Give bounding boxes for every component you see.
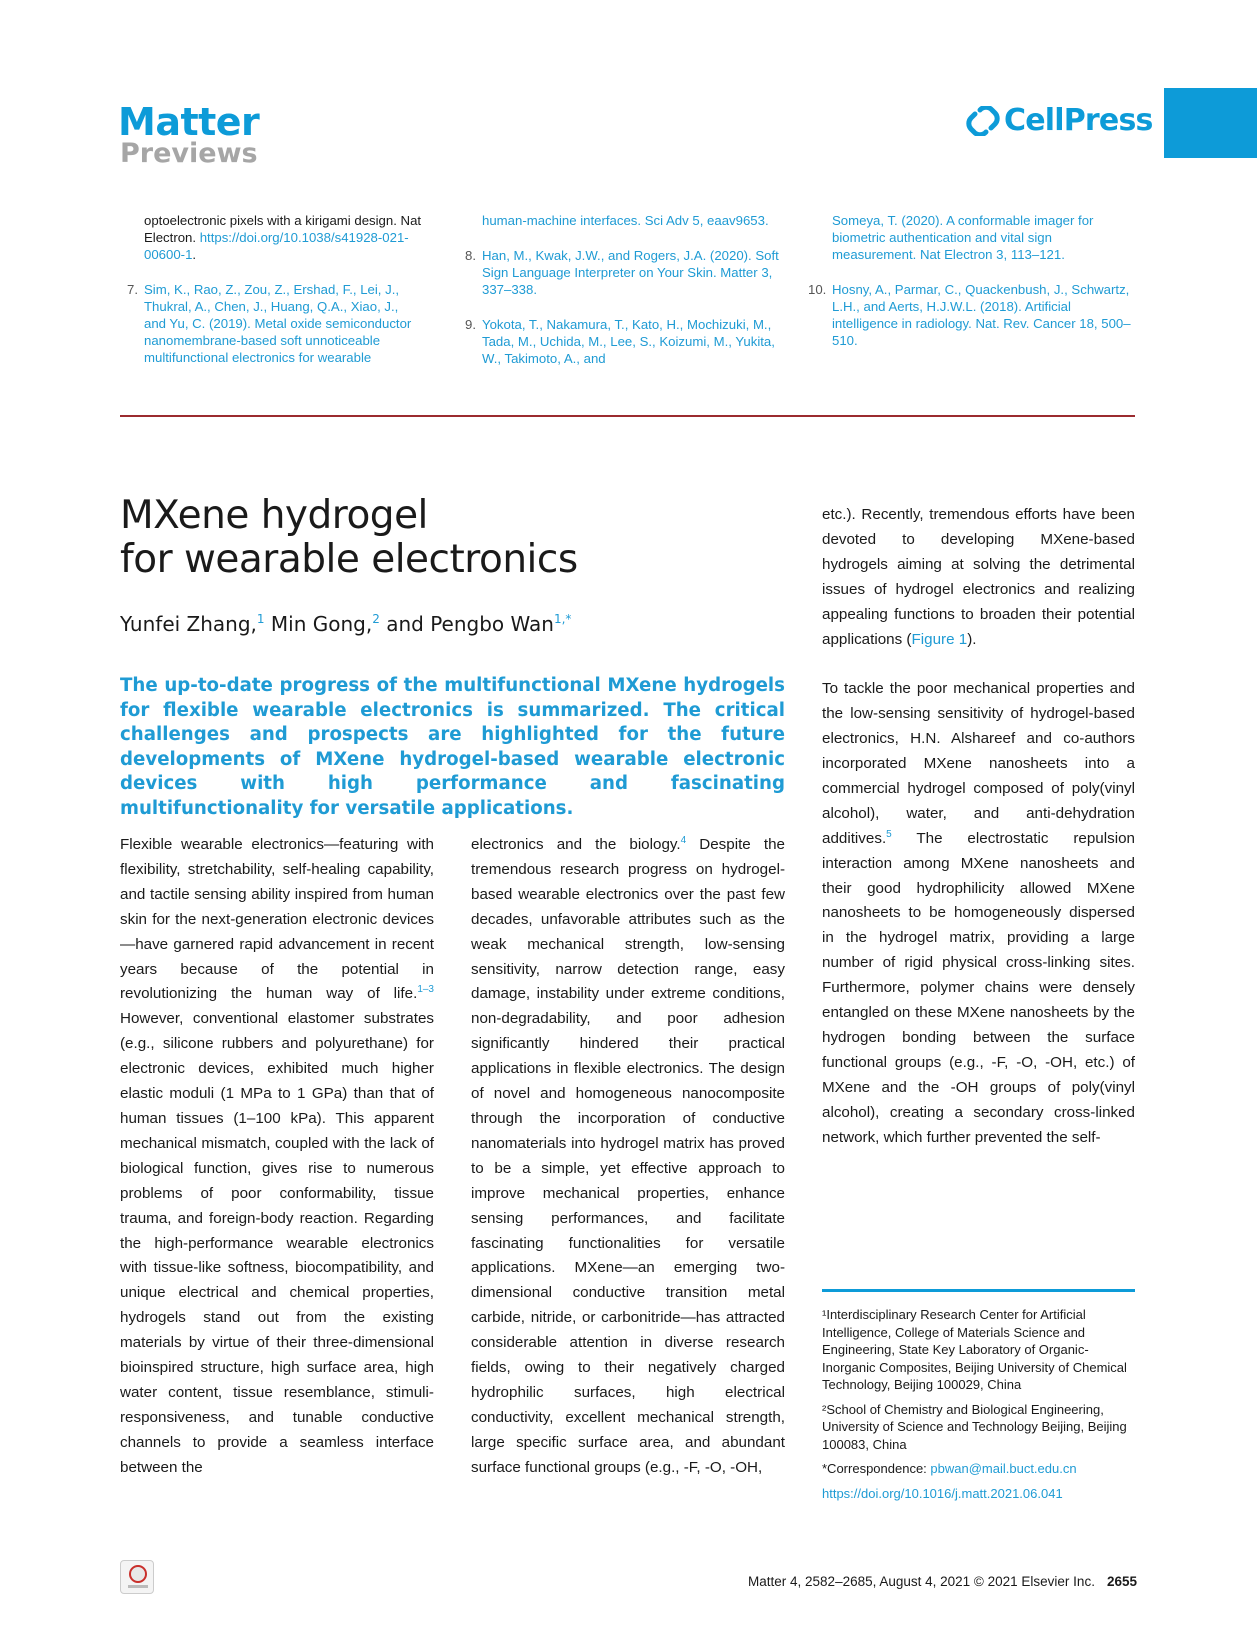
reference-item[interactable] — [458, 212, 788, 229]
page-footer — [748, 1574, 1137, 1589]
publisher-name: CellPress — [1004, 103, 1153, 138]
footer-citation: Matter 4, 2582–2685, August 4, 2021 © 2021 Elsevier Inc. — [748, 1574, 1095, 1589]
reference-item[interactable] — [808, 281, 1138, 349]
reference-item[interactable] — [458, 247, 788, 298]
section-name: Previews — [120, 138, 258, 169]
reference-doi-link[interactable]: https://doi.org/10.1038/s41928-021-00600-1 — [144, 230, 409, 262]
affiliations-block — [822, 1306, 1142, 1509]
author-list — [120, 612, 571, 636]
reference-text[interactable]: human-machine interfaces. Sci Adv 5, eaav9653. — [482, 213, 769, 228]
section-divider — [120, 415, 1135, 417]
reference-item — [120, 212, 422, 263]
author-name: Yunfei Zhang, — [120, 612, 257, 636]
page-number: 2655 — [1106, 1574, 1137, 1589]
title-line-2: for wearable electronics — [120, 537, 578, 582]
body-paragraph: electronics and the biology.$^4$ Despite the tremendous research progress on hydrogel-based wearable electronics over the past few decades, unfavorable attributes such as the weak mechanical strength, low-sensing sensitivity, narrow detection range, easy damage, instability under extreme conditions, non-degradability, and poor adhesion significantly hindered their practical applications in flexible electronics. The design of novel and homogeneous nanocomposite through the incorporation of conductive nanomaterials into hydrogel matrix has proved to be a simple, yet effective approach to improve mechanical properties, enhance sensing performances, and facilitate fascinating functionalities for versatile applications. MXene—an emerging two-dimensional conductive transition metal carbide, nitride, or carbonitride—has attracted considerable attention in diverse research fields, owing to their negatively charged hydrophilic surfaces, high electrical conductivity, excellent mechanical strength, large specific surface area, and abundant surface functional groups (e.g., -F, -O, -OH, — [471, 835, 785, 1476]
reference-column-3 — [808, 212, 1138, 367]
reference-text[interactable]: Sim, K., Rao, Z., Zou, Z., Ershad, F., Lei, J., Thukral, A., Chen, J., Huang, Q.A., Xiao, J., and Yu, C. (2019). Metal oxide semiconductor nanomembrane-based soft unnoticeable multifunctional electronics for wearable — [144, 282, 412, 365]
reference-number — [808, 212, 832, 263]
reference-text[interactable]: Han, M., Kwak, J.W., and Rogers, J.A. (2020). Soft Sign Language Interpreter on Your Skin. Matter 3, 337–338. — [482, 248, 779, 297]
body-paragraph: To tackle the poor mechanical properties and the low-sensing sensitivity of hydrogel-based electronics, H.N. Alshareef and co-authors incorporated MXene nanosheets into a commercial hydrogel composed of poly(vinyl alcohol), water, and anti-dehydration additives.$^5$ The electrostatic repulsion interaction among MXene nanosheets and their good hydrophilicity allowed MXene nanosheets to be homogeneously dispersed in the hydrogel matrix, providing a large number of rigid physical cross-linking sites. Furthermore, polymer chains were densely entangled on these MXene nanosheets by the hydrogen bonding between the surface functional groups (e.g., -F, -O, -OH, etc.) of MXene and the -OH groups of poly(vinyl alcohol), creating a secondary cross-linked network, which further prevented the self- — [822, 680, 1135, 1146]
reference-number — [120, 212, 144, 263]
check-for-updates-icon[interactable] — [120, 1560, 154, 1594]
cellpress-link-icon — [966, 106, 1000, 136]
correspondence: *Correspondence: pbwan@mail.buct.edu.cn — [822, 1461, 1077, 1476]
affiliation-2: ²School of Chemistry and Biological Engineering, University of Science and Technology Beijing, Beijing 100083, China — [822, 1401, 1127, 1452]
article-title — [120, 494, 578, 582]
title-line-1: MXene hydrogel — [120, 493, 428, 538]
body-column-2 — [471, 833, 785, 1505]
figure-link[interactable]: Figure 1 — [911, 630, 968, 648]
author-name: Min Gong, — [264, 612, 373, 636]
affiliation-1: ¹Interdisciplinary Research Center for Artificial Intelligence, College of Materials Science and Engineering, State Key Laboratory of Organic-Inorganic Composites, Beijing University of Chemical Technology, Beijing 100029, China — [822, 1307, 1127, 1392]
citation-sup[interactable]: 4 — [680, 835, 687, 846]
check-for-updates-graphic — [121, 1561, 155, 1595]
correspondence-email-link[interactable]: pbwan@mail.buct.edu.cn — [930, 1461, 1077, 1476]
body-paragraph: etc.). Recently, tremendous efforts have been devoted to developing MXene-based hydrogels aiming at solving the detrimental issues of hydrogel electronics and realizing appealing functions to broaden their potential applications (Figure 1). — [822, 506, 1135, 648]
author-affiliation-sup[interactable]: 2 — [372, 612, 380, 626]
article-abstract: The up-to-date progress of the multifunctional MXene hydrogels for flexible wearable electronics is summarized. The critical challenges and prospects are highlighted for the future developments of MXene hydrogel-based wearable electronic devices with high performance and fascinating multifunctionality for versatile applications. — [120, 675, 785, 819]
cellpress-logo — [966, 103, 1153, 138]
citation-sup[interactable]: 1–3 — [417, 984, 434, 996]
reference-item[interactable] — [808, 212, 1138, 263]
reference-column-1 — [120, 212, 422, 384]
reference-number: 8. — [465, 248, 476, 263]
reference-number: 10. — [808, 282, 827, 297]
body-column-3 — [822, 503, 1135, 1175]
reference-number: 7. — [127, 282, 138, 297]
author-affiliation-sup[interactable]: 1 — [256, 612, 265, 626]
reference-item[interactable] — [120, 281, 422, 366]
reference-text[interactable]: Someya, T. (2020). A conformable imager for biometric authentication and vital sign measurement. Nat Electron 3, 113–121. — [832, 213, 1094, 262]
author-name: and Pengbo Wan — [379, 612, 554, 636]
doi-line — [822, 1485, 1142, 1503]
reference-text: optoelectronic pixels with a kirigami design. Nat Electron. https://doi.org/10.1038/s41928-021-00600-1. — [144, 213, 422, 262]
reference-column-2 — [458, 212, 788, 385]
reference-text[interactable]: Hosny, A., Parmar, C., Quackenbush, J., Schwartz, L.H., and Aerts, H.J.W.L. (2018). Artificial intelligence in radiology. Nat. Rev. Cancer 18, 500–510. — [832, 282, 1131, 348]
reference-number — [458, 212, 482, 229]
doi-link[interactable]: https://doi.org/10.1016/j.matt.2021.06.041 — [822, 1485, 1063, 1501]
body-paragraph: Flexible wearable electronics—featuring with flexibility, stretchability, self-healing capability, and tactile sensing ability inspired from human skin for the next-generation electronic devices—have garnered rapid advancement in recent years because of the potential in revolutionizing the human way of life.$^{1-3}$ However, conventional elastomer substrates (e.g., silicone rubbers and polyurethane) for electronic devices, exhibited much higher elastic moduli (1 MPa to 1 GPa) than that of human tissues (1–100 kPa). This apparent mechanical mismatch, coupled with the lack of biological function, gives rise to numerous problems of poor conformability, tissue trauma, and foreign-body reaction. Regarding the high-performance wearable electronics with tissue-like softness, biocompatibility, and unique electrical and chemical properties, hydrogels stand out from the existing materials by virtue of their three-dimensional bioinspired structure, high surface area, high water content, tissue resemblance, stimuli-responsiveness, and tunable conductive channels to provide a seamless interface between the — [120, 836, 434, 1476]
body-column-1 — [120, 833, 434, 1505]
citation-sup[interactable]: 5 — [886, 828, 892, 840]
reference-number: 9. — [465, 317, 476, 332]
reference-item[interactable] — [458, 316, 788, 367]
affiliations-divider — [822, 1289, 1135, 1292]
reference-text[interactable]: Yokota, T., Nakamura, T., Kato, H., Mochizuki, M., Tada, M., Uchida, M., Lee, S., Koizumi, M., Yukita, W., Takimoto, A., and — [482, 317, 775, 366]
header-color-tab — [1164, 88, 1257, 158]
author-affiliation-sup[interactable]: 1,* — [553, 612, 572, 626]
journal-name: Matter — [118, 100, 260, 144]
